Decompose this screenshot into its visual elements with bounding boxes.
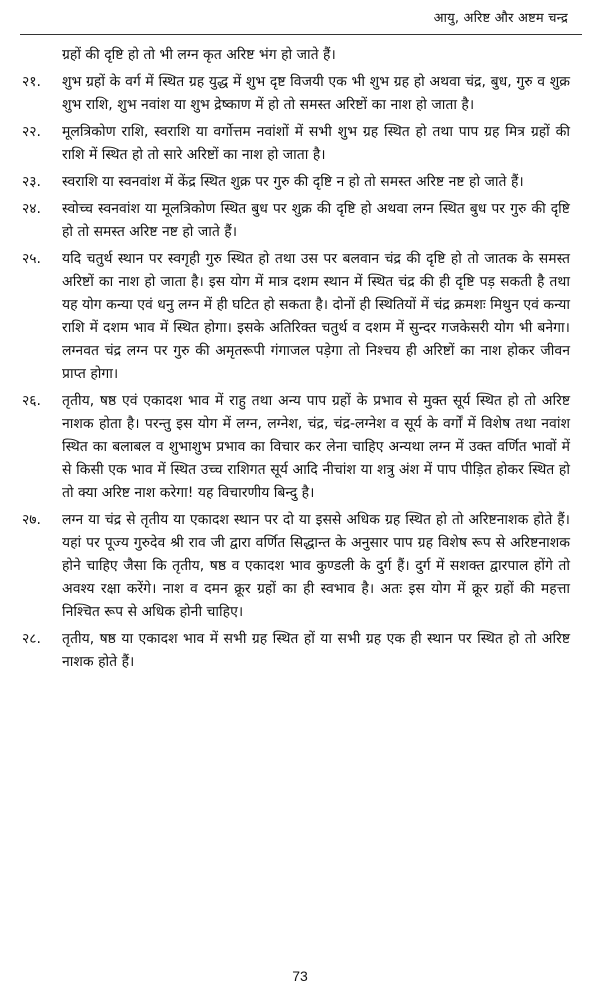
list-item bbox=[22, 121, 570, 167]
item-text: स्वराशि या स्वनवांश में केंद्र स्थित शुक्र पर गुरु की दृष्टि न हो तो समस्त अरिष्ट नष्ट हो जाते हैं। bbox=[62, 174, 524, 190]
item-text: तृतीय, षष्ठ या एकादश भाव में सभी ग्रह स्थित हों या सभी ग्रह एक ही स्थान पर स्थित हो तो अरिष्ट नाशक होते हैं। bbox=[62, 631, 570, 670]
item-text: लग्न या चंद्र से तृतीय या एकादश स्थान पर दो या इससे अधिक ग्रह स्थित हो तो अरिष्टनाशक होते हैं। यहां पर पूज्य गुरुदेव श्री राव जी द्वारा वर्णित सिद्धान्त के अनुसार पाप ग्रह विशेष रूप से अरिष्टनाशक होने चाहिए जैसा कि तृतीय, षष्ठ व एकादश भाव कुण्डली के दुर्ग हैं। दुर्ग में सशक्त द्वारपाल होंगे तो अवश्य रक्षा करेंगे। नाश व दमन क्रूर ग्रहों का ही स्वभाव है। अतः इस योग में क्रूर ग्रहों की महत्ता निश्चित रूप से अधिक होनी चाहिए। bbox=[62, 512, 570, 620]
item-text: तृतीय, षष्ठ एवं एकादश भाव में राहु तथा अन्य पाप ग्रहों के प्रभाव से मुक्त सूर्य स्थित हो तो अरिष्ट नाशक होता है। परन्तु इस योग में लग्न, लग्नेश, चंद्र, चंद्र-लग्नेश व सूर्य के वर्गों में विशेष तथा नवांश स्थित का बलाबल व शुभाशुभ प्रभाव का विचार कर लेना चाहिए अन्यथा लग्न में उक्त वर्णित भावों में से किसी एक भाव में स्थित उच्च राशिगत सूर्य आदि नीचांश या शत्रु अंश में पाप पीड़ित होकर स्थित हो तो क्या अरिष्ट नाश करेगा! यह विचारणीय बिन्दु है। bbox=[62, 393, 570, 501]
page-body bbox=[22, 44, 570, 678]
item-number: २६. bbox=[22, 393, 42, 409]
list-item bbox=[22, 44, 570, 67]
list-item bbox=[22, 509, 570, 624]
item-number: २२. bbox=[22, 124, 42, 140]
item-text: ग्रहों की दृष्टि हो तो भी लग्न कृत अरिष्ट भंग हो जाते हैं। bbox=[62, 47, 336, 63]
item-text: मूलत्रिकोण राशि, स्वराशि या वर्गोत्तम नवांशों में सभी शुभ ग्रह स्थित हो तथा पाप ग्रह मित्र ग्रहों की राशि में स्थित हो तो सारे अरिष्टों का नाश हो जाता है। bbox=[62, 124, 570, 163]
item-number: २७. bbox=[22, 512, 42, 528]
header-rule bbox=[20, 34, 582, 35]
running-header: आयु, अरिष्ट और अष्टम चन्द्र bbox=[433, 11, 568, 26]
list-item bbox=[22, 171, 570, 194]
list-item bbox=[22, 390, 570, 505]
list-item bbox=[22, 628, 570, 674]
item-number: २४. bbox=[22, 201, 42, 217]
item-text: शुभ ग्रहों के वर्ग में स्थित ग्रह युद्ध में शुभ दृष्ट विजयी एक भी शुभ ग्रह हो अथवा चंद्र, बुध, गुरु व शुक्र शुभ राशि, शुभ नवांश या शुभ द्रेष्काण में हो तो समस्त अरिष्टों का नाश हो जाता है। bbox=[62, 74, 570, 113]
item-number: २३. bbox=[22, 174, 42, 190]
list-item bbox=[22, 71, 570, 117]
page-number: 73 bbox=[292, 968, 308, 984]
list-item bbox=[22, 198, 570, 244]
list-item bbox=[22, 248, 570, 386]
item-number: २५. bbox=[22, 251, 42, 267]
item-text: स्वोच्च स्वनवांश या मूलत्रिकोण स्थित बुध पर शुक्र की दृष्टि हो अथवा लग्न स्थित बुध पर गुरु की दृष्टि हो तो समस्त अरिष्ट नष्ट हो जाते हैं। bbox=[62, 201, 570, 240]
item-number: २१. bbox=[22, 74, 42, 90]
item-text: यदि चतुर्थ स्थान पर स्वगृही गुरु स्थित हो तथा उस पर बलवान चंद्र की दृष्टि हो तो जातक के समस्त अरिष्टों का नाश हो जाता है। इस योग में मात्र दशम स्थान में स्थित चंद्र की ही दृष्टि पड़ सकती है तथा यह योग कन्या एवं धनु लग्न में ही घटित हो सकता है। दोनों ही स्थितियों में चंद्र क्रमशः मिथुन एवं कन्या राशि में दशम भाव में स्थित होगा। इसके अतिरिक्त चतुर्थ व दशम में सुन्दर गजकेसरी योग भी बनेगा। लग्नवत चंद्र लग्न पर गुरु की अमृतरूपी गंगाजल पड़ेगा तो निश्चय ही अरिष्टों का नाश होकर जीवन प्राप्त होगा। bbox=[62, 251, 570, 382]
item-number: २८. bbox=[22, 631, 42, 647]
